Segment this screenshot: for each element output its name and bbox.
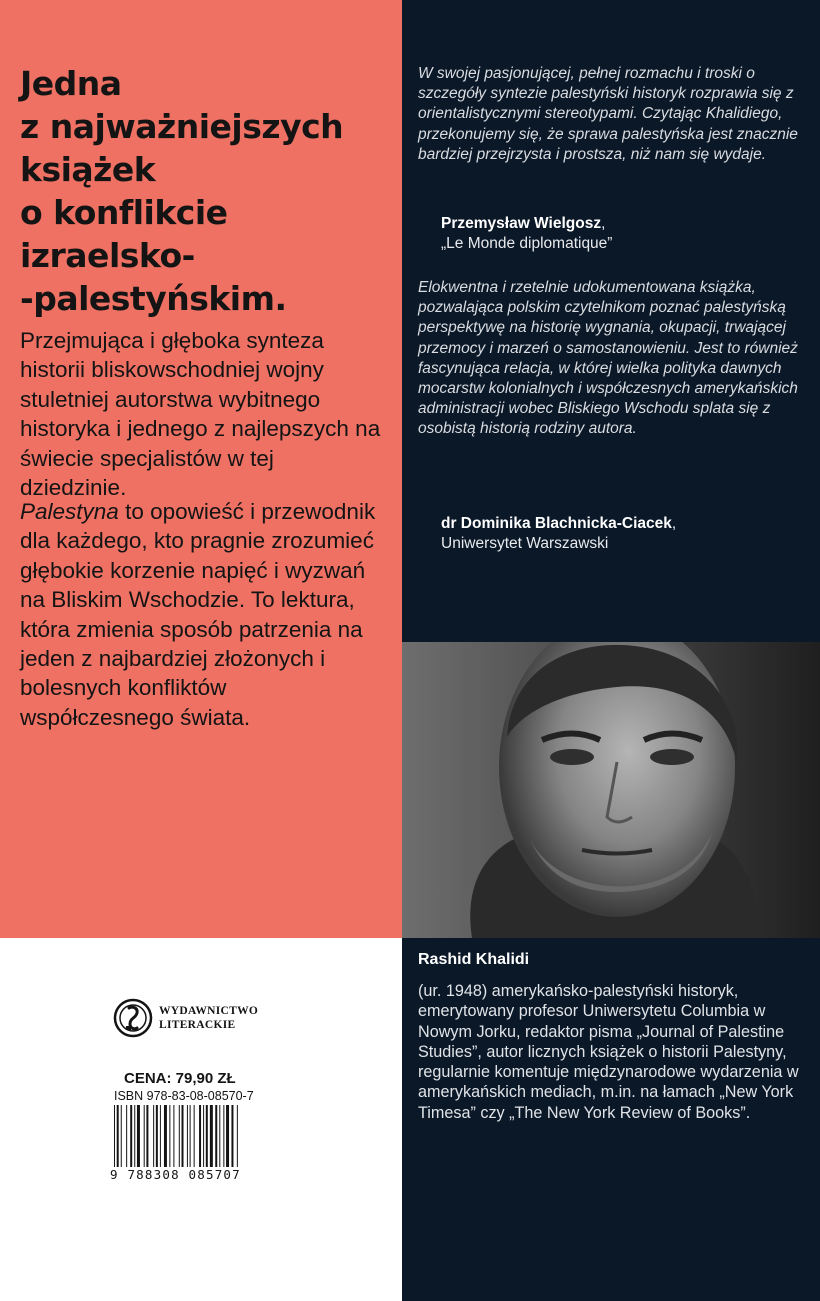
review-quote-2: Elokwentna i rzetelnie udokumentowana książka, pozwalająca polskim czytelnikom poznać palestyńską perspektywę na historię wygnania, okupacji, trwającej przemocy i marzeń o samostanowieniu. Jest to również fascynująca relacja, w której wielka polityka dawnych mocarstw kolonialnych i współczesnych amerykańskich administracji wobec Bliskiego Wschodu splata się z osobistą historią rodziny autora. — [418, 279, 798, 438]
barcode-bar — [126, 1105, 127, 1171]
author-bio: (ur. 1948) amerykańsko-palestyński historyk, emerytowany profesor Uniwersytetu Columbia w Nowym Jorku, redaktor pisma „Journal of Palestine Studies”, autor licznych książek o historii Palestyny, regularnie komentuje międzynarodowe wydarzenia w amerykańskich mediach, m.in. na łamach „New York Timesa” czy „The New York Review of Books”. — [418, 982, 799, 1122]
barcode-bar — [210, 1105, 213, 1171]
review-source-2: Uniwersytet Warszawski — [441, 535, 609, 553]
headline: Jedna z najważniejszych książek o konflikcie izraelsko- -palestyńskim. — [20, 64, 344, 318]
isbn-label: ISBN 978-83-08-08570-7 — [114, 1089, 254, 1103]
barcode-bar — [226, 1105, 229, 1171]
barcode-bar — [190, 1105, 191, 1171]
barcode-bar — [153, 1105, 154, 1171]
publisher-logo — [113, 996, 258, 1040]
barcode-bar — [169, 1105, 170, 1171]
barcode-bar — [130, 1105, 132, 1171]
barcode-bar — [187, 1105, 188, 1171]
review-attribution-2: dr Dominika Blachnicka-Ciacek, Uniwersytet Warszawski — [441, 515, 677, 553]
price-label: CENA: 79,90 ZŁ — [124, 1070, 236, 1087]
barcode-bar — [182, 1105, 184, 1171]
barcode-bar — [237, 1105, 238, 1171]
review-attribution-1: Przemysław Wielgosz, „Le Monde diplomatique” — [441, 215, 613, 253]
barcode-bar — [117, 1105, 119, 1171]
barcode-bar — [179, 1105, 180, 1171]
barcode-bar — [156, 1105, 158, 1171]
barcode-bar — [199, 1105, 201, 1171]
barcode-bar — [219, 1105, 220, 1171]
author-name: Rashid Khalidi — [418, 951, 530, 968]
barcode-bar — [160, 1105, 161, 1171]
author-photo — [402, 642, 820, 938]
barcode-bar — [134, 1105, 135, 1171]
publisher-name: WYDAWNICTWO LITERACKIE — [159, 1005, 259, 1031]
barcode — [114, 1105, 276, 1171]
review-author-2: dr Dominika Blachnicka-Ciacek — [441, 515, 672, 532]
barcode-bar — [194, 1105, 195, 1171]
blurb-paragraph-2 — [20, 497, 385, 732]
wl-logo-icon — [113, 996, 153, 1040]
barcode-bar — [146, 1105, 148, 1171]
barcode-bar — [144, 1105, 145, 1171]
barcode-bar — [203, 1105, 204, 1171]
review-author-1: Przemysław Wielgosz — [441, 215, 602, 232]
book-title: Palestyna — [20, 499, 119, 524]
barcode-bar — [114, 1105, 115, 1171]
blurb-paragraph-2-text: to opowieść i przewodnik dla każdego, kto pragnie zrozumieć głębokie korzenie napięć i wyzwań na Bliskim Wschodzie. To lektura, która zmienia sposób patrzenia na jeden z najbardziej złożonych i bolesnych konfliktów współczesnego świata. — [20, 499, 376, 730]
blurb-paragraph-1: Przejmująca i głęboka synteza historii bliskowschodniej wojny stuletniej autorstwa wybitnego historyka i jednego z najlepszych na świecie specjalistów w tej dziedzinie. — [20, 328, 381, 501]
barcode-bar — [206, 1105, 208, 1171]
barcode-bar — [231, 1105, 233, 1171]
review-source-1: „Le Monde diplomatique” — [441, 235, 613, 253]
barcode-bar — [223, 1105, 224, 1171]
barcode-bar — [173, 1105, 174, 1171]
barcode-bar — [164, 1105, 167, 1171]
review-quote-1: W swojej pasjonującej, pełnej rozmachu i troski o szczegóły syntezie palestyński historyk rozprawia się z orientalistycznymi stereotypami. Czytając Khalidiego, przekonujemy się, że sprawa palestyńska jest znacznie bardziej przejrzysta i prostsza, niż nam się wydaje. — [418, 65, 798, 163]
barcode-bar — [137, 1105, 140, 1171]
barcode-bar — [215, 1105, 217, 1171]
barcode-bar — [121, 1105, 122, 1171]
barcode-digits: 9 788308 085707 — [110, 1167, 241, 1182]
